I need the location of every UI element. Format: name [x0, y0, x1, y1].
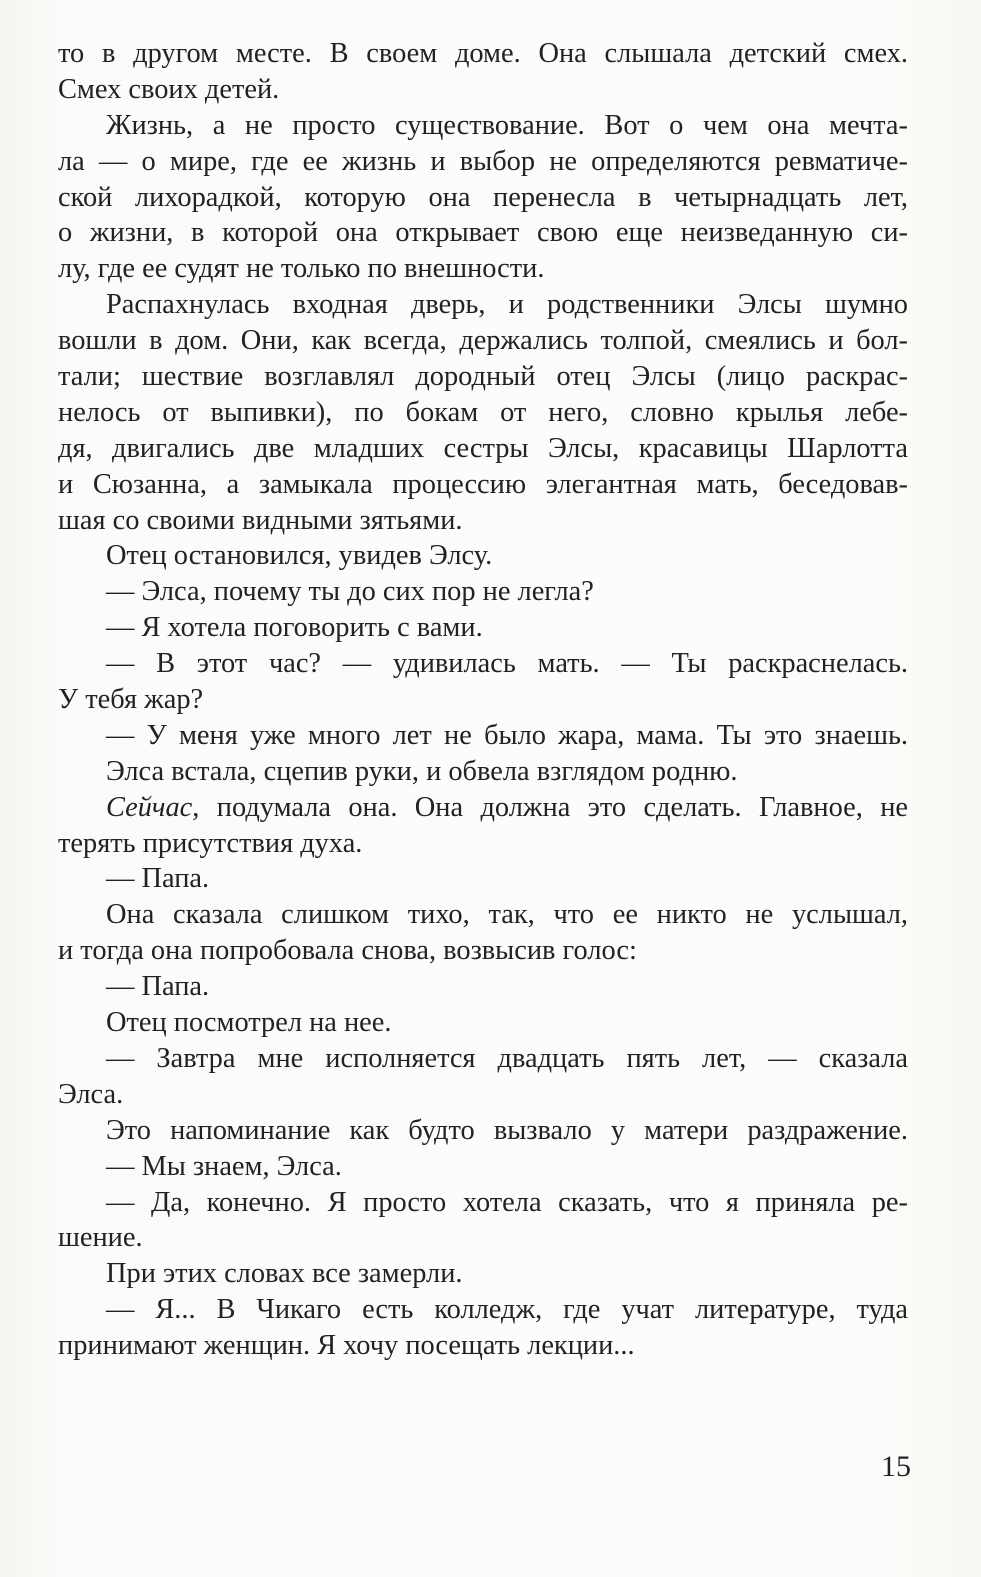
text-line: Элса. — [58, 1078, 124, 1110]
text-line: шая со своими видными зятьями. — [58, 504, 463, 536]
text-line: терять присутствия духа. — [58, 827, 363, 859]
body-text — [58, 36, 908, 1364]
text-line: — Я хотела поговорить с вами. — [106, 612, 483, 644]
text-line: Отец посмотрел на нее. — [106, 1007, 392, 1039]
page-number: 15 — [881, 1450, 911, 1483]
text-line: и тогда она попробовала снова, возвысив голос: — [58, 935, 637, 967]
text-line: ской лихорадкой, которую она перенесла в четырнадцать лет, — [58, 181, 908, 213]
text-line: — Папа. — [106, 863, 210, 895]
text-line: Это напоминание как будто вызвало у матери раздражение. — [106, 1114, 908, 1146]
text-line: Жизнь, а не просто существование. Вот о чем она мечта- — [106, 109, 908, 141]
text-line: Отец остановился, увидев Элсу. — [106, 540, 493, 572]
text-line: Распахнулась входная дверь, и родственники Элсы шумно — [106, 289, 908, 321]
text-line: тали; шествие возглавлял дородный отец Элсы (лицо раскрас- — [58, 361, 908, 393]
text-line: — У меня уже много лет не было жара, мама. Ты это знаешь. — [106, 719, 908, 751]
text-line: принимают женщин. Я хочу посещать лекции... — [58, 1330, 635, 1362]
text-line: — Да, конечно. Я просто хотела сказать, что я приняла ре- — [106, 1186, 908, 1218]
text-line: — Мы знаем, Элса. — [106, 1150, 342, 1182]
text-line: ла — о мире, где ее жизнь и выбор не определяются ревматиче- — [58, 145, 908, 177]
text-line: нелось от выпивки), по бокам от него, словно крылья лебе- — [58, 396, 908, 428]
text-line: Сейчас, подумала она. Она должна это сделать. Главное, не — [106, 791, 908, 823]
text-line: о жизни, в которой она открывает свою еще неизведанную си- — [58, 217, 908, 249]
text-line: вошли в дом. Они, как всегда, держались толпой, смеялись и бол- — [58, 325, 908, 357]
text-line: У тебя жар? — [58, 684, 204, 716]
text-line: Элса встала, сцепив руки, и обвела взглядом родню. — [106, 755, 738, 787]
text-line: и Сюзанна, а замыкала процессию элегантная мать, беседовав- — [58, 468, 908, 500]
text-line: Смех своих детей. — [58, 73, 280, 105]
text-line: При этих словах все замерли. — [106, 1258, 463, 1290]
emphasis-word: Сейчас — [106, 791, 193, 823]
text-line: — В этот час? — удивилась мать. — Ты раскраснелась. — [106, 648, 908, 680]
text-line: — Я... В Чикаго есть колледж, где учат литературе, туда — [106, 1294, 908, 1326]
text-line: — Завтра мне исполняется двадцать пять лет, — сказала — [106, 1042, 908, 1074]
text-line: дя, двигались две младших сестры Элсы, красавицы Шарлотта — [58, 432, 908, 464]
text-line: — Элса, почему ты до сих пор не легла? — [106, 576, 594, 608]
text-line: то в другом месте. В своем доме. Она слышала детский смех. — [58, 38, 908, 69]
text-line: шение. — [58, 1222, 143, 1254]
text-line: лу, где ее судят не только по внешности. — [58, 253, 545, 285]
text-line: Она сказала слишком тихо, так, что ее никто не услышал, — [106, 899, 908, 931]
text-line: — Папа. — [106, 971, 210, 1003]
